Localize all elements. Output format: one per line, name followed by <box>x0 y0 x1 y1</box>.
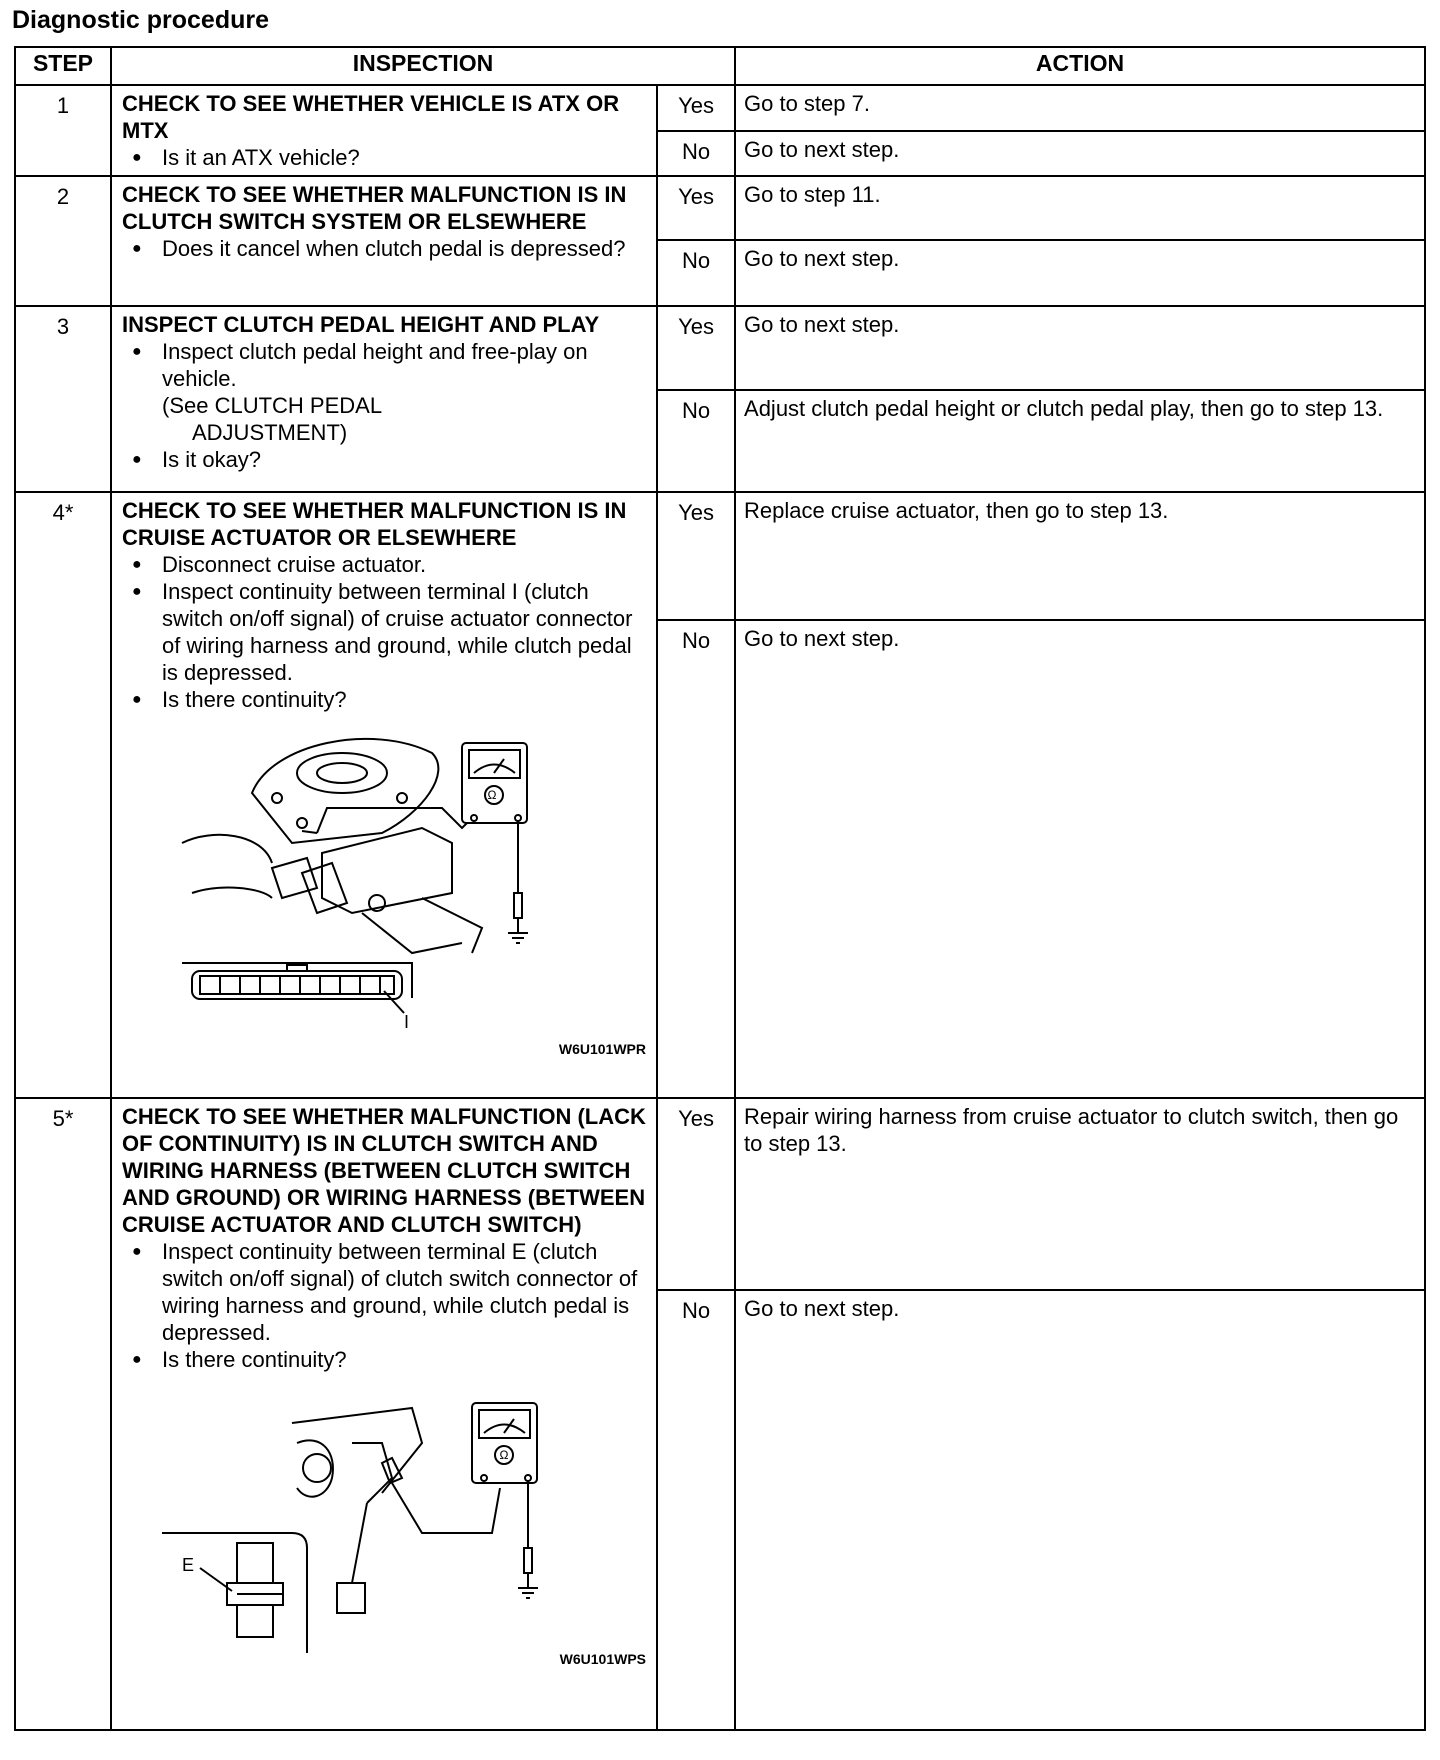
no-label: No <box>657 131 735 177</box>
cruise-actuator-illustration <box>122 723 642 1053</box>
inspection-bullet: ● Is it okay? <box>122 446 648 473</box>
table-row <box>15 1098 1425 1290</box>
no-action: Go to next step. <box>735 131 1425 177</box>
yes-action: Go to next step. <box>735 306 1425 390</box>
inspection-heading: CHECK TO SEE WHETHER VEHICLE IS ATX OR MTX <box>122 91 620 143</box>
yes-label: Yes <box>657 492 735 620</box>
inspection-cell <box>111 176 657 306</box>
inspection-bullet: ● Inspect clutch pedal height and free-play on vehicle. <box>122 338 648 392</box>
table-row <box>15 306 1425 390</box>
inspection-bullet: ● Does it cancel when clutch pedal is depressed? <box>122 235 648 262</box>
inspection-cell <box>111 85 657 176</box>
inspection-cell <box>111 1098 657 1730</box>
yes-action: Go to step 7. <box>735 85 1425 131</box>
step-number: 4* <box>15 492 111 1098</box>
terminal-label: I <box>404 1012 410 1032</box>
table-row <box>15 85 1425 131</box>
yes-action: Repair wiring harness from cruise actuator to clutch switch, then go to step 13. <box>735 1098 1425 1290</box>
ohm-symbol: Ω <box>499 1448 509 1462</box>
no-action: Go to next step. <box>735 620 1425 1098</box>
ohm-symbol: Ω <box>487 788 497 802</box>
column-header-inspection: INSPECTION <box>111 47 735 85</box>
terminal-label: E <box>182 1555 195 1575</box>
yes-label: Yes <box>657 85 735 131</box>
yes-label: Yes <box>657 306 735 390</box>
table-row <box>15 176 1425 240</box>
see-reference-line: ADJUSTMENT) <box>192 420 348 445</box>
column-header-step: STEP <box>15 47 111 85</box>
inspection-heading: CHECK TO SEE WHETHER MALFUNCTION (LACK OF CONTINUITY) IS IN CLUTCH SWITCH AND WIRING HARNESS (BETWEEN CLUTCH SWITCH AND GROUND) OR WIRING HARNESS (BETWEEN CRUISE ACTUATOR AND CLUTCH SWITCH) <box>122 1104 646 1237</box>
no-label: No <box>657 1290 735 1730</box>
inspection-cell <box>111 492 657 1098</box>
inspection-bullet: ● Disconnect cruise actuator. <box>122 551 648 578</box>
inspection-heading: CHECK TO SEE WHETHER MALFUNCTION IS IN CRUISE ACTUATOR OR ELSEWHERE <box>122 498 627 550</box>
yes-label: Yes <box>657 1098 735 1290</box>
table-header-row <box>15 47 1425 85</box>
no-action: Adjust clutch pedal height or clutch pedal play, then go to step 13. <box>735 390 1425 492</box>
figure-code: W6U101WPS <box>559 1651 646 1667</box>
clutch-switch-diagram <box>122 1383 648 1673</box>
inspection-bullet: ● Is there continuity? <box>122 686 648 713</box>
page-title: Diagnostic procedure <box>12 6 269 34</box>
no-label: No <box>657 390 735 492</box>
see-reference-line: (See CLUTCH PEDAL <box>162 393 383 418</box>
step-number: 2 <box>15 176 111 306</box>
inspection-bullet: ● Inspect continuity between terminal I (clutch switch on/off signal) of cruise actuator connector of wiring harness and ground, while clutch pedal is depressed. <box>122 578 648 686</box>
inspection-bullet: ● Is it an ATX vehicle? <box>122 144 648 171</box>
actuator-diagram <box>122 723 648 1063</box>
column-header-action: ACTION <box>735 47 1425 85</box>
yes-action: Replace cruise actuator, then go to step 13. <box>735 492 1425 620</box>
figure-code: W6U101WPR <box>558 1041 646 1057</box>
no-label: No <box>657 240 735 306</box>
step-number: 3 <box>15 306 111 492</box>
table-row <box>15 492 1425 620</box>
step-number: 1 <box>15 85 111 176</box>
no-label: No <box>657 620 735 1098</box>
inspection-heading: CHECK TO SEE WHETHER MALFUNCTION IS IN CLUTCH SWITCH SYSTEM OR ELSEWHERE <box>122 182 627 234</box>
see-reference <box>122 392 648 446</box>
inspection-bullet: ● Inspect continuity between terminal E (clutch switch on/off signal) of clutch switch connector of wiring harness and ground, while clutch pedal is depressed. <box>122 1238 648 1346</box>
step-number: 5* <box>15 1098 111 1730</box>
yes-action: Go to step 11. <box>735 176 1425 240</box>
yes-label: Yes <box>657 176 735 240</box>
inspection-heading: INSPECT CLUTCH PEDAL HEIGHT AND PLAY <box>122 312 600 337</box>
no-action: Go to next step. <box>735 240 1425 306</box>
clutch-switch-illustration <box>122 1383 642 1663</box>
diagnostic-table <box>14 46 1426 1731</box>
no-action: Go to next step. <box>735 1290 1425 1730</box>
inspection-cell <box>111 306 657 492</box>
inspection-bullet: ● Is there continuity? <box>122 1346 648 1373</box>
